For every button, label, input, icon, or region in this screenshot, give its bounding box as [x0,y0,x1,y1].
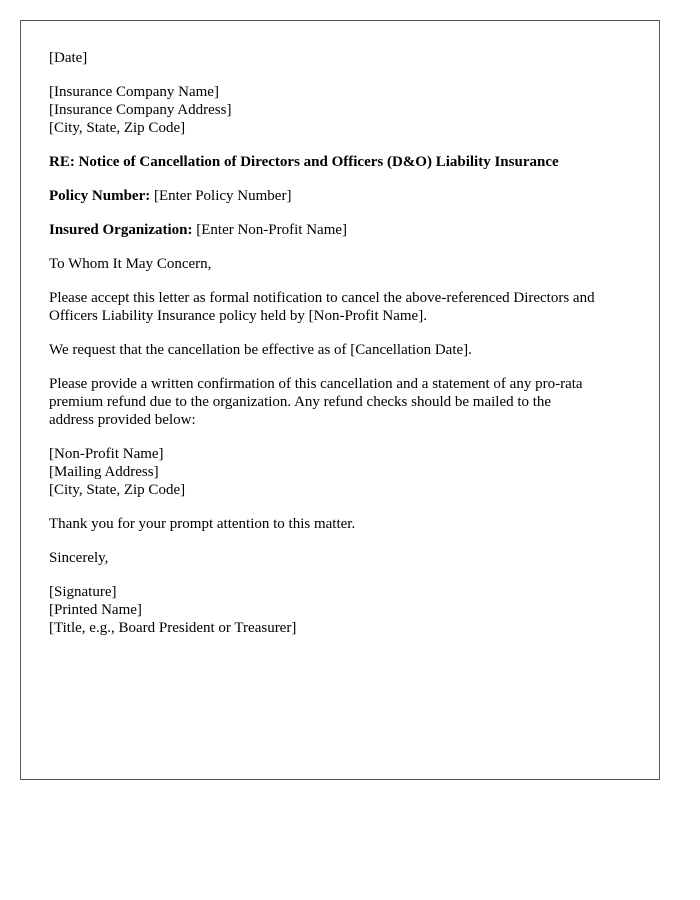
closing-block [49,549,639,567]
recipient-company-name: [Insurance Company Name] [49,84,219,100]
paragraph-2: We request that the cancellation be effective as of [Cancellation Date]. [49,342,472,358]
letter-body [49,49,639,653]
paragraph-1-line-2: Officers Liability Insurance policy held by [Non-Profit Name]. [49,308,427,324]
signature: [Signature] [49,584,117,600]
thanks-block [49,515,639,533]
recipient-address [49,83,639,137]
paragraph-effective-date [49,341,639,359]
signature-block [49,583,639,637]
paragraph-refund-request [49,375,639,429]
return-city-state-zip: [City, State, Zip Code] [49,482,186,498]
insured-org-label: Insured Organization: [49,222,193,238]
subject: RE: Notice of Cancellation of Directors and Officers (D&O) Liability Insurance [49,154,559,170]
date: [Date] [49,50,88,66]
insured-org-value: [Enter Non-Profit Name] [196,222,348,238]
paragraph-3-line-2: premium refund due to the organization. Any refund checks should be mailed to the [49,394,552,410]
policy-number-value: [Enter Policy Number] [153,188,292,204]
policy-number-line [49,187,639,205]
paragraph-cancellation-notice [49,289,639,325]
return-mailing-address: [Mailing Address] [49,464,159,480]
thanks: Thank you for your prompt attention to this matter. [49,516,356,532]
paragraph-3-line-3: address provided below: [49,412,196,428]
paragraph-3-line-1: Please provide a written confirmation of this cancellation and a statement of any pro-rata [49,376,583,392]
salutation: To Whom It May Concern, [49,256,212,272]
date-block [49,49,639,67]
recipient-company-address: [Insurance Company Address] [49,102,232,118]
salutation-block [49,255,639,273]
paragraph-1-line-1: Please accept this letter as formal notification to cancel the above-referenced Directors and [49,290,595,306]
return-name: [Non-Profit Name] [49,446,164,462]
policy-number-label: Policy Number: [49,188,151,204]
letter-page [20,20,660,780]
return-address [49,445,639,499]
recipient-city-state-zip: [City, State, Zip Code] [49,120,186,136]
printed-name: [Printed Name] [49,602,142,618]
closing: Sincerely, [49,550,109,566]
subject-line [49,153,639,171]
signer-title: [Title, e.g., Board President or Treasurer] [49,620,297,636]
insured-org-line [49,221,639,239]
